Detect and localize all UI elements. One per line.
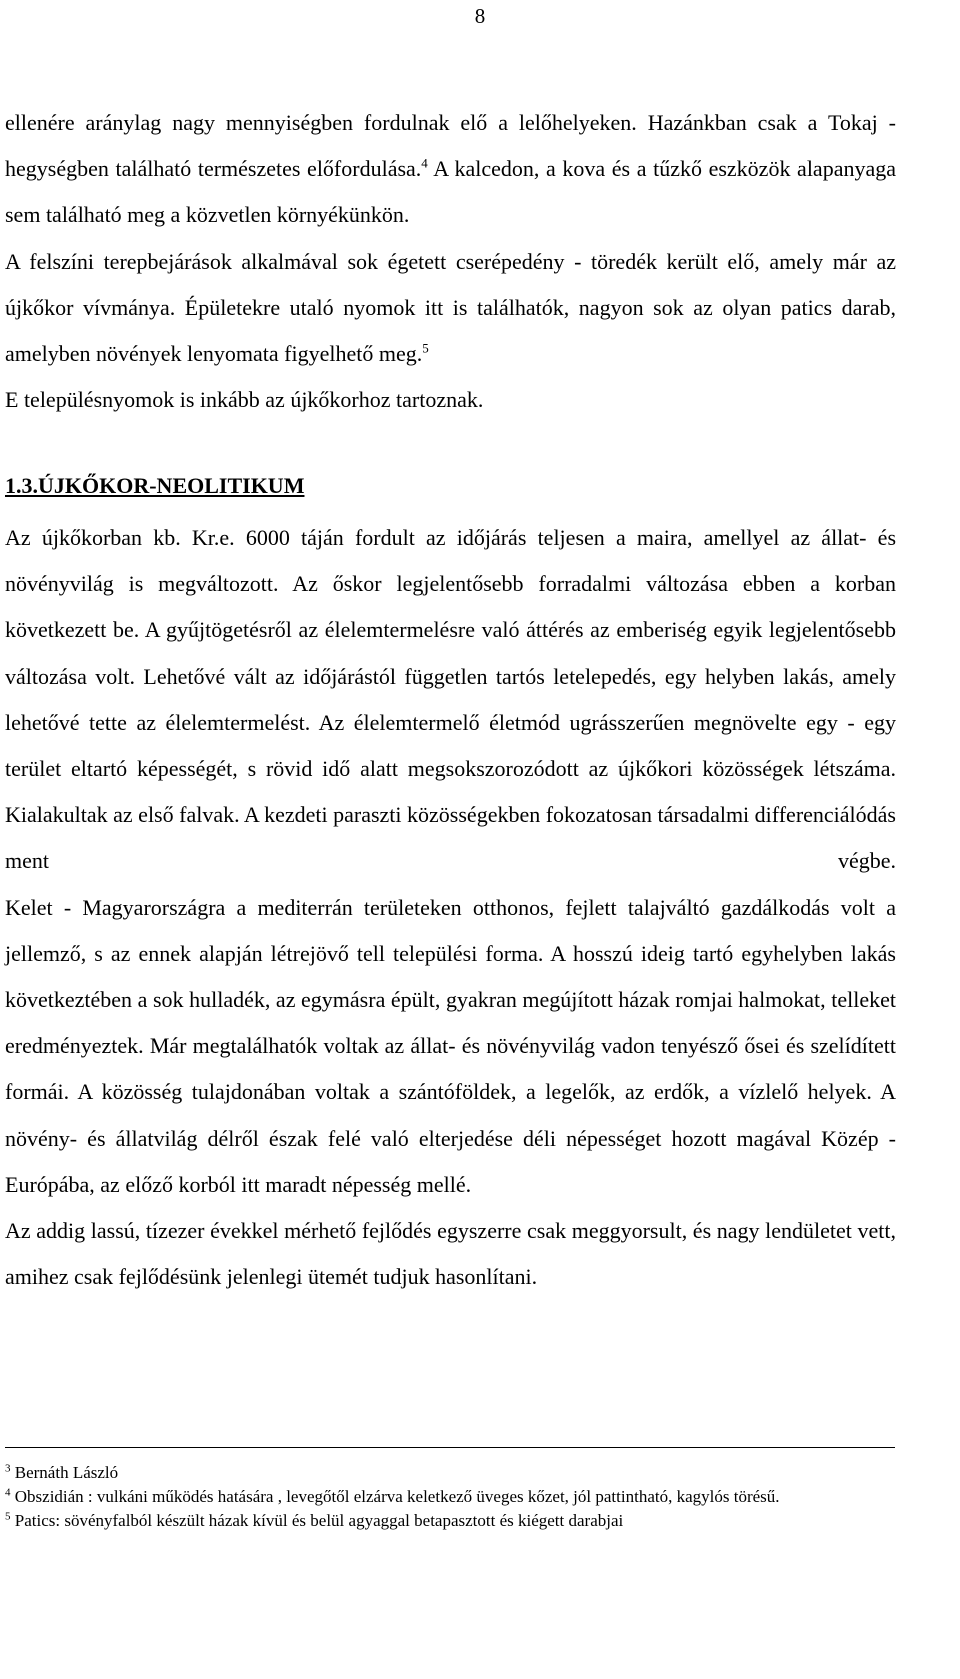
- footnote-ref: 4: [421, 155, 428, 171]
- section-heading: 1.3.ÚJKŐKOR-NEOLITIKUM: [5, 473, 305, 498]
- footnote: [5, 1485, 896, 1509]
- footnote-text: Obszidián : vulkáni működés hatására , levegőtől elzárva keletkező üveges kőzet, jól pattintható, kagylós törésű.: [10, 1487, 780, 1506]
- paragraph-text: A felszíni terepbejárások alkalmával sok égetett cserépedény - töredék került elő, amely már az újkőkor vívmánya. Épületekre utaló nyomok itt is találhatók, nagyon sok az olyan patics darab, amelyben növények lenyomata figyelhető meg.: [5, 248, 896, 367]
- footnotes: [5, 1461, 896, 1533]
- paragraph-settlement-traces: [5, 377, 896, 423]
- paragraph-neolithic-intro: [5, 515, 896, 885]
- footnote-ref: 5: [422, 340, 429, 356]
- paragraph-text: A kalcedon, a kova és a tűzkő eszközök alapanyaga sem található meg a közvetlen környékünkön.: [5, 156, 896, 228]
- footnote-divider: [5, 1447, 895, 1448]
- body-text-intro: [5, 100, 896, 423]
- paragraph-obsidian: [5, 100, 896, 239]
- body-text-neolithic: [5, 515, 896, 1300]
- footnote: [5, 1461, 896, 1485]
- footnote-mark: 5: [5, 1510, 11, 1523]
- footnote-text: Patics: sövényfalból készült házak kívül és belül agyaggal betapasztott és kiégett darabjai: [10, 1511, 624, 1530]
- paragraph-text: E településnyomok is inkább az újkőkorhoz tartoznak.: [5, 387, 484, 413]
- paragraph-text: Az addig lassú, tízezer évekkel mérhető fejlődés egyszerre csak meggyorsult, és nagy lendületet vett, amihez csak fejlődésünk jelenlegi ütemét tudjuk hasonlítani.: [5, 1218, 896, 1290]
- paragraph-text: Kelet - Magyarországra a mediterrán területeken otthonos, fejlett talajváltó gazdálkodás volt a jellemző, s az ennek alapján létrejövő tell települési forma. A hosszú ideig tartó egyhelyben lakás következtében a sok hulladék, az egymásra épült, gyakran megújított házak romjai halmokat, telleket eredményeztek. Már megtalálhatók voltak az állat- és növényvilág vadon tenyésző ősei és szelídített formái. A közösség tulajdonában voltak a szántóföldek, a legelők, az erdők, a vízlelő helyek. A növény- és állatvilág délről észak felé való elterjedése déli népességet hozott magával Közép - Európába, az előző korból itt maradt népesség mellé.: [5, 894, 896, 1197]
- paragraph-development: [5, 1208, 896, 1300]
- footnote: [5, 1509, 896, 1533]
- footnote-mark: 3: [5, 1462, 11, 1475]
- footnote-text: Bernáth László: [10, 1463, 119, 1482]
- paragraph-text: ellenére aránylag nagy mennyiségben fordulnak elő a lelőhelyeken. Hazánkban csak a Tokaj - hegységben található természetes előfordulása.: [5, 110, 896, 182]
- paragraph-pottery: [5, 239, 896, 378]
- paragraph-tell-settlements: [5, 885, 896, 1208]
- paragraph-text: Az újkőkorban kb. Kr.e. 6000 táján fordult az időjárás teljesen a maira, amellyel az állat- és növényvilág is megváltozott. Az őskor legjelentősebb forradalmi változása ebben a korban következett be. A gyűjtögetésről az élelemtermelésre való áttérés az emberiség egyik legjelentősebb változása volt. Lehetővé vált az időjárástól független tartós letelepedés, egy helyben lakás, amely lehetővé tette az élelemtermelést. Az élelemtermelő életmód ugrásszerűen megnövelte egy - egy terület eltartó képességét, s rövid idő alatt megsokszorozódott az újkőkori közösségek létszáma. Kialakultak az első falvak. A kezdeti paraszti közösségekben fokozatosan társadalmi differenciálódás ment végbe.: [5, 525, 896, 874]
- footnote-mark: 4: [5, 1486, 11, 1499]
- page-number: 8: [474, 4, 486, 28]
